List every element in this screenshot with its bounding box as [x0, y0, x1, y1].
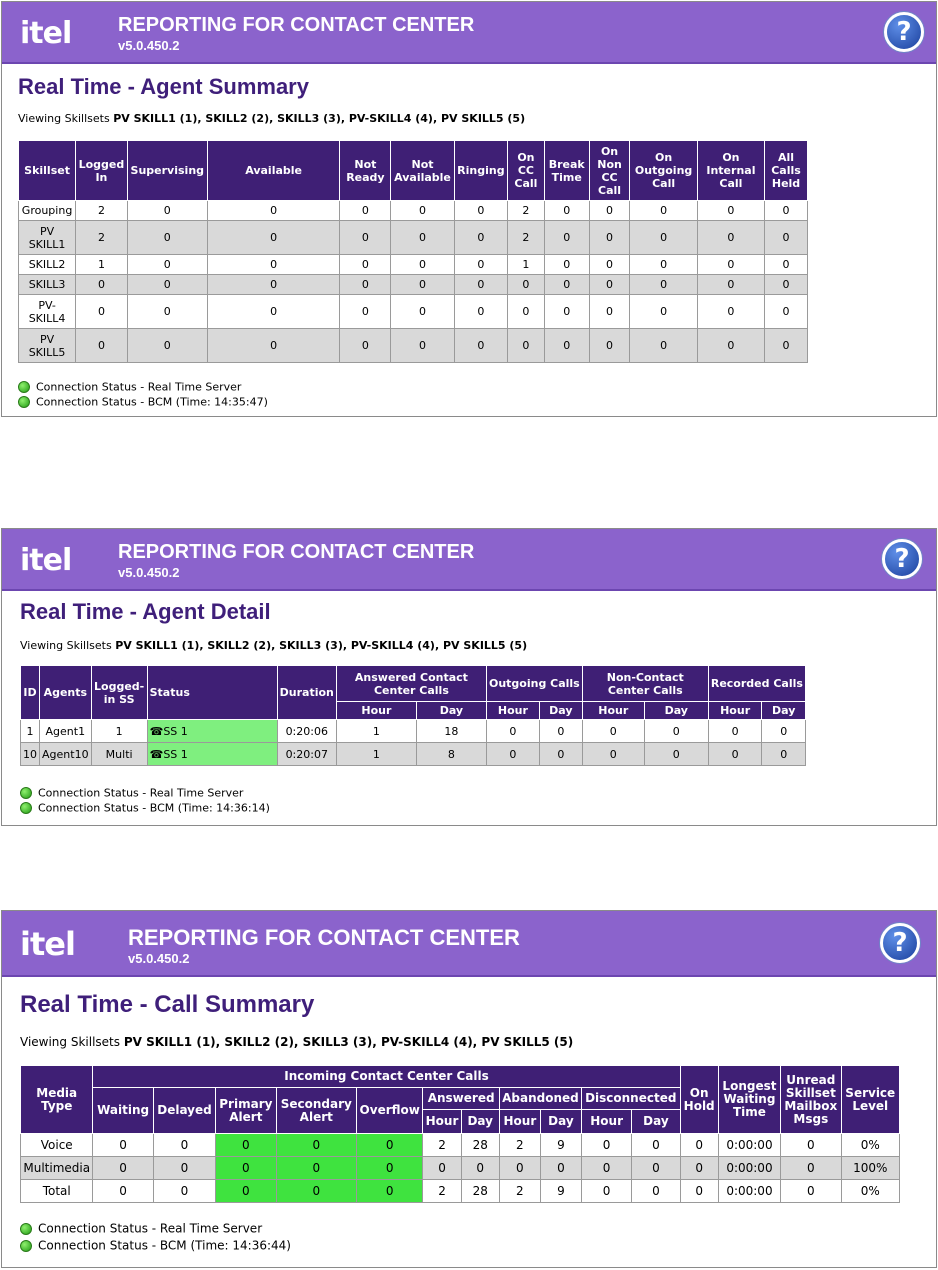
- connection-status-bcm: Connection Status - BCM (Time: 14:35:47): [18, 395, 268, 409]
- cell-value: 2: [423, 1134, 461, 1157]
- cell-value: 0: [207, 329, 340, 363]
- cell-value: 0: [340, 255, 391, 275]
- connection-status-rts: Connection Status - Real Time Server: [18, 380, 241, 394]
- app-title: REPORTING FOR CONTACT CENTER: [118, 14, 475, 36]
- cell-value: 1: [508, 255, 545, 275]
- cell-value: 0: [708, 720, 762, 743]
- cell-value: 0:00:00: [718, 1180, 780, 1203]
- cell-value: 0: [454, 295, 507, 329]
- cell-value: 0: [582, 743, 644, 766]
- col-on-hold: On Hold: [680, 1066, 718, 1134]
- cell-value: 0: [697, 221, 764, 255]
- cell-value: 2: [508, 221, 545, 255]
- table-row: [21, 1157, 900, 1180]
- status-led-icon: [20, 1240, 32, 1252]
- cell-value: 0: [589, 221, 630, 255]
- cell-value: 0:00:00: [718, 1157, 780, 1180]
- col-incoming: Incoming Contact Center Calls: [93, 1066, 680, 1088]
- cell-value: 0: [216, 1180, 276, 1203]
- status-cell: [147, 720, 277, 743]
- cell-value: 0: [630, 275, 697, 295]
- cell-value: 0: [391, 275, 454, 295]
- col-day: Day: [644, 702, 708, 720]
- cell-value: 0: [632, 1134, 680, 1157]
- cell-value: 0: [632, 1180, 680, 1203]
- cell-value: 0: [582, 720, 644, 743]
- question-icon: ?: [892, 928, 908, 958]
- status-led-icon: [18, 396, 30, 408]
- status-cell: [147, 743, 277, 766]
- cell-value: 0: [539, 720, 582, 743]
- cell-value: 0: [127, 329, 207, 363]
- cell-value: 0: [207, 275, 340, 295]
- cell-value: 1: [91, 720, 147, 743]
- col-hour: Hour: [486, 702, 539, 720]
- cell-value: 1: [336, 720, 416, 743]
- cell-value: 0: [680, 1180, 718, 1203]
- cell-value: 0: [589, 275, 630, 295]
- cell-value: 2: [423, 1180, 461, 1203]
- itel-logo: itel: [20, 925, 75, 963]
- help-button[interactable]: [882, 539, 922, 579]
- cell-value: 0: [630, 255, 697, 275]
- cell-value: 0: [207, 295, 340, 329]
- col-id: ID: [21, 666, 40, 720]
- cell-value: 0: [454, 275, 507, 295]
- media-type-name: Voice: [21, 1134, 93, 1157]
- cell-value: 0: [581, 1157, 631, 1180]
- cell-value: 0: [697, 295, 764, 329]
- table-row: [19, 255, 808, 275]
- media-type-name: Multimedia: [21, 1157, 93, 1180]
- cell-value: 0: [153, 1180, 215, 1203]
- col-header: Available: [207, 141, 340, 201]
- cell-value: 0: [508, 295, 545, 329]
- cell-value: 0: [93, 1134, 153, 1157]
- cell-value: 2: [76, 221, 128, 255]
- agent-summary-panel: [1, 1, 937, 417]
- cell-value: 0: [357, 1134, 423, 1157]
- cell-value: 0: [630, 221, 697, 255]
- col-header: On Non CC Call: [589, 141, 630, 201]
- app-version: v5.0.450.2: [118, 38, 180, 53]
- status-text: SS 1: [163, 724, 188, 738]
- page-title: Real Time - Agent Detail: [20, 599, 271, 624]
- cell-value: 0: [461, 1157, 499, 1180]
- cell-value: 0: [454, 201, 507, 221]
- cell-value: 0: [589, 255, 630, 275]
- cell-value: 0: [76, 275, 128, 295]
- col-secondary-alert: Secondary Alert: [276, 1088, 356, 1134]
- cell-value: 0: [76, 329, 128, 363]
- cell-value: 0: [127, 295, 207, 329]
- cell-value: 0: [708, 743, 762, 766]
- status-led-icon: [18, 381, 30, 393]
- col-overflow: Overflow: [357, 1088, 423, 1134]
- col-header: On Outgoing Call: [630, 141, 697, 201]
- col-logged-in-ss: Logged-in SS: [91, 666, 147, 720]
- cell-value: 0: [539, 743, 582, 766]
- media-type-name: Total: [21, 1180, 93, 1203]
- col-agents: Agents: [40, 666, 92, 720]
- app-title: REPORTING FOR CONTACT CENTER: [128, 925, 520, 950]
- cell-value: 0: [508, 275, 545, 295]
- col-header: Break Time: [544, 141, 589, 201]
- cell-value: 0: [581, 1180, 631, 1203]
- skillset-name: PV SKILL1: [19, 221, 76, 255]
- col-outgoing: Outgoing Calls: [486, 666, 582, 702]
- status-led-icon: [20, 1223, 32, 1235]
- cell-value: 0: [697, 275, 764, 295]
- cell-value: 0: [630, 201, 697, 221]
- col-hour: Hour: [499, 1110, 540, 1134]
- cell-value: 18: [416, 720, 486, 743]
- header-bar: [2, 2, 936, 64]
- cell-value: 0:20:06: [277, 720, 336, 743]
- col-day: Day: [632, 1110, 680, 1134]
- cell-value: 0: [544, 295, 589, 329]
- app-title: REPORTING FOR CONTACT CENTER: [118, 541, 475, 563]
- cell-value: 0: [276, 1157, 356, 1180]
- col-day: Day: [416, 702, 486, 720]
- cell-value: 1: [21, 720, 40, 743]
- cell-value: 0: [630, 295, 697, 329]
- col-disconnected: Disconnected: [581, 1088, 680, 1110]
- cell-value: 0: [762, 743, 806, 766]
- col-hour: Hour: [708, 702, 762, 720]
- cell-value: 0: [216, 1134, 276, 1157]
- cell-value: 0: [76, 295, 128, 329]
- connection-status-rts: Connection Status - Real Time Server: [20, 1221, 262, 1236]
- col-header: Logged In: [76, 141, 128, 201]
- cell-value: 0: [544, 221, 589, 255]
- cell-value: 0: [340, 201, 391, 221]
- header-bar: [2, 529, 936, 591]
- cell-value: 100%: [841, 1157, 900, 1180]
- col-hour: Hour: [581, 1110, 631, 1134]
- col-header: Not Available: [391, 141, 454, 201]
- cell-value: 0: [340, 221, 391, 255]
- cell-value: 0: [697, 201, 764, 221]
- cell-value: Agent1: [40, 720, 92, 743]
- cell-value: 0: [340, 275, 391, 295]
- status-text: SS 1: [163, 747, 188, 761]
- cell-value: 0:20:07: [277, 743, 336, 766]
- cell-value: 0: [276, 1180, 356, 1203]
- header-bar: [2, 911, 936, 977]
- table-row: [19, 329, 808, 363]
- col-answered: Answered: [423, 1088, 499, 1110]
- table-row[interactable]: [21, 743, 806, 766]
- col-answered: Answered Contact Center Calls: [336, 666, 486, 702]
- cell-value: 0%: [841, 1180, 900, 1203]
- cell-value: 0%: [841, 1134, 900, 1157]
- col-delayed: Delayed: [153, 1088, 215, 1134]
- phone-icon: ☎: [149, 747, 164, 761]
- question-icon: ?: [896, 17, 912, 47]
- cell-value: 0: [765, 255, 808, 275]
- app-version: v5.0.450.2: [128, 951, 190, 966]
- col-header: All Calls Held: [765, 141, 808, 201]
- cell-value: 0: [93, 1157, 153, 1180]
- cell-value: 0: [499, 1157, 540, 1180]
- table-row: [21, 1180, 900, 1203]
- skillset-name: SKILL2: [19, 255, 76, 275]
- cell-value: 0: [697, 255, 764, 275]
- col-waiting: Waiting: [93, 1088, 153, 1134]
- help-button[interactable]: [880, 923, 920, 963]
- cell-value: 0: [454, 329, 507, 363]
- col-recorded: Recorded Calls: [708, 666, 805, 702]
- status-led-icon: [20, 787, 32, 799]
- itel-logo: itel: [20, 543, 72, 578]
- cell-value: 1: [336, 743, 416, 766]
- cell-value: 0: [765, 221, 808, 255]
- col-hour: Hour: [582, 702, 644, 720]
- cell-value: 0: [644, 720, 708, 743]
- connection-status-bcm: Connection Status - BCM (Time: 14:36:14): [20, 801, 270, 815]
- cell-value: 0: [207, 255, 340, 275]
- table-row[interactable]: [21, 720, 806, 743]
- col-abandoned: Abandoned: [499, 1088, 581, 1110]
- cell-value: 0: [762, 720, 806, 743]
- table-row: [19, 295, 808, 329]
- connection-status-rts: Connection Status - Real Time Server: [20, 786, 243, 800]
- cell-value: 0: [765, 201, 808, 221]
- cell-value: 0: [630, 329, 697, 363]
- col-header: Ringing: [454, 141, 507, 201]
- col-header: Supervising: [127, 141, 207, 201]
- viewing-skillsets: Viewing Skillsets PV SKILL1 (1), SKILL2 (2), SKILL3 (3), PV-SKILL4 (4), PV SKILL5 (5): [20, 1035, 574, 1049]
- agent-detail-panel: [1, 528, 937, 826]
- col-day: Day: [461, 1110, 499, 1134]
- cell-value: 0: [391, 201, 454, 221]
- cell-value: 0: [486, 743, 539, 766]
- cell-value: 0: [340, 329, 391, 363]
- cell-value: 0: [765, 329, 808, 363]
- cell-value: Agent10: [40, 743, 92, 766]
- cell-value: 0: [454, 221, 507, 255]
- cell-value: 0: [127, 221, 207, 255]
- agent-detail-table: [20, 665, 806, 766]
- skillset-name: PV-SKILL4: [19, 295, 76, 329]
- cell-value: 0: [644, 743, 708, 766]
- cell-value: 0: [276, 1134, 356, 1157]
- cell-value: Multi: [91, 743, 147, 766]
- table-row: [19, 275, 808, 295]
- itel-logo: itel: [20, 16, 72, 51]
- cell-value: 0: [765, 275, 808, 295]
- cell-value: 2: [499, 1180, 540, 1203]
- cell-value: 0: [581, 1134, 631, 1157]
- cell-value: 0: [391, 255, 454, 275]
- cell-value: 0: [544, 329, 589, 363]
- col-day: Day: [539, 702, 582, 720]
- cell-value: 10: [21, 743, 40, 766]
- cell-value: 2: [76, 201, 128, 221]
- cell-value: 0: [765, 295, 808, 329]
- cell-value: 0: [544, 255, 589, 275]
- cell-value: 8: [416, 743, 486, 766]
- cell-value: 0: [589, 201, 630, 221]
- cell-value: 0: [216, 1157, 276, 1180]
- skillset-name: Grouping: [19, 201, 76, 221]
- cell-value: 2: [508, 201, 545, 221]
- cell-value: 0: [544, 275, 589, 295]
- cell-value: 0:00:00: [718, 1134, 780, 1157]
- table-row: [21, 1134, 900, 1157]
- col-day: Day: [540, 1110, 581, 1134]
- cell-value: 0: [781, 1134, 841, 1157]
- table-row: [19, 221, 808, 255]
- cell-value: 9: [540, 1180, 581, 1203]
- col-duration: Duration: [277, 666, 336, 720]
- connection-status-bcm: Connection Status - BCM (Time: 14:36:44): [20, 1238, 291, 1253]
- cell-value: 0: [391, 329, 454, 363]
- col-header: On Internal Call: [697, 141, 764, 201]
- col-non-contact: Non-Contact Center Calls: [582, 666, 708, 702]
- cell-value: 0: [680, 1134, 718, 1157]
- col-unread-mailbox: Unread Skillset Mailbox Msgs: [781, 1066, 841, 1134]
- cell-value: 0: [207, 221, 340, 255]
- call-summary-table: [20, 1065, 900, 1203]
- cell-value: 0: [589, 295, 630, 329]
- app-version: v5.0.450.2: [118, 565, 180, 580]
- col-header: Not Ready: [340, 141, 391, 201]
- col-primary-alert: Primary Alert: [216, 1088, 276, 1134]
- call-summary-panel: [1, 910, 937, 1268]
- status-led-icon: [20, 802, 32, 814]
- cell-value: 1: [76, 255, 128, 275]
- skillset-name: SKILL3: [19, 275, 76, 295]
- question-icon: ?: [894, 544, 910, 574]
- cell-value: 0: [391, 221, 454, 255]
- cell-value: 2: [499, 1134, 540, 1157]
- cell-value: 0: [508, 329, 545, 363]
- page-title: Real Time - Call Summary: [20, 991, 315, 1018]
- help-button[interactable]: [884, 12, 924, 52]
- cell-value: 0: [544, 201, 589, 221]
- col-media-type: Media Type: [21, 1066, 93, 1134]
- agent-summary-table: [18, 140, 808, 363]
- cell-value: 0: [153, 1134, 215, 1157]
- phone-icon: ☎: [149, 724, 164, 738]
- skillset-name: PV SKILL5: [19, 329, 76, 363]
- cell-value: 0: [632, 1157, 680, 1180]
- col-service-level: Service Level: [841, 1066, 900, 1134]
- cell-value: 0: [680, 1157, 718, 1180]
- cell-value: 0: [127, 201, 207, 221]
- cell-value: 0: [357, 1157, 423, 1180]
- cell-value: 0: [589, 329, 630, 363]
- col-header: Skillset: [19, 141, 76, 201]
- col-hour: Hour: [336, 702, 416, 720]
- cell-value: 0: [207, 201, 340, 221]
- col-header: On CC Call: [508, 141, 545, 201]
- cell-value: 0: [127, 255, 207, 275]
- cell-value: 0: [454, 255, 507, 275]
- cell-value: 28: [461, 1134, 499, 1157]
- col-status: Status: [147, 666, 277, 720]
- viewing-skillsets: Viewing Skillsets PV SKILL1 (1), SKILL2 (2), SKILL3 (3), PV-SKILL4 (4), PV SKILL5 (5): [18, 112, 526, 125]
- cell-value: 28: [461, 1180, 499, 1203]
- cell-value: 0: [340, 295, 391, 329]
- cell-value: 0: [357, 1180, 423, 1203]
- col-hour: Hour: [423, 1110, 461, 1134]
- viewing-skillsets: Viewing Skillsets PV SKILL1 (1), SKILL2 (2), SKILL3 (3), PV-SKILL4 (4), PV SKILL5 (5): [20, 639, 528, 652]
- cell-value: 0: [540, 1157, 581, 1180]
- cell-value: 0: [486, 720, 539, 743]
- cell-value: 0: [781, 1157, 841, 1180]
- cell-value: 9: [540, 1134, 581, 1157]
- table-row: [19, 201, 808, 221]
- cell-value: 0: [781, 1180, 841, 1203]
- page-title: Real Time - Agent Summary: [18, 74, 309, 99]
- cell-value: 0: [93, 1180, 153, 1203]
- cell-value: 0: [127, 275, 207, 295]
- cell-value: 0: [153, 1157, 215, 1180]
- cell-value: 0: [697, 329, 764, 363]
- col-day: Day: [762, 702, 806, 720]
- cell-value: 0: [423, 1157, 461, 1180]
- cell-value: 0: [391, 295, 454, 329]
- col-longest-waiting: Longest Waiting Time: [718, 1066, 780, 1134]
